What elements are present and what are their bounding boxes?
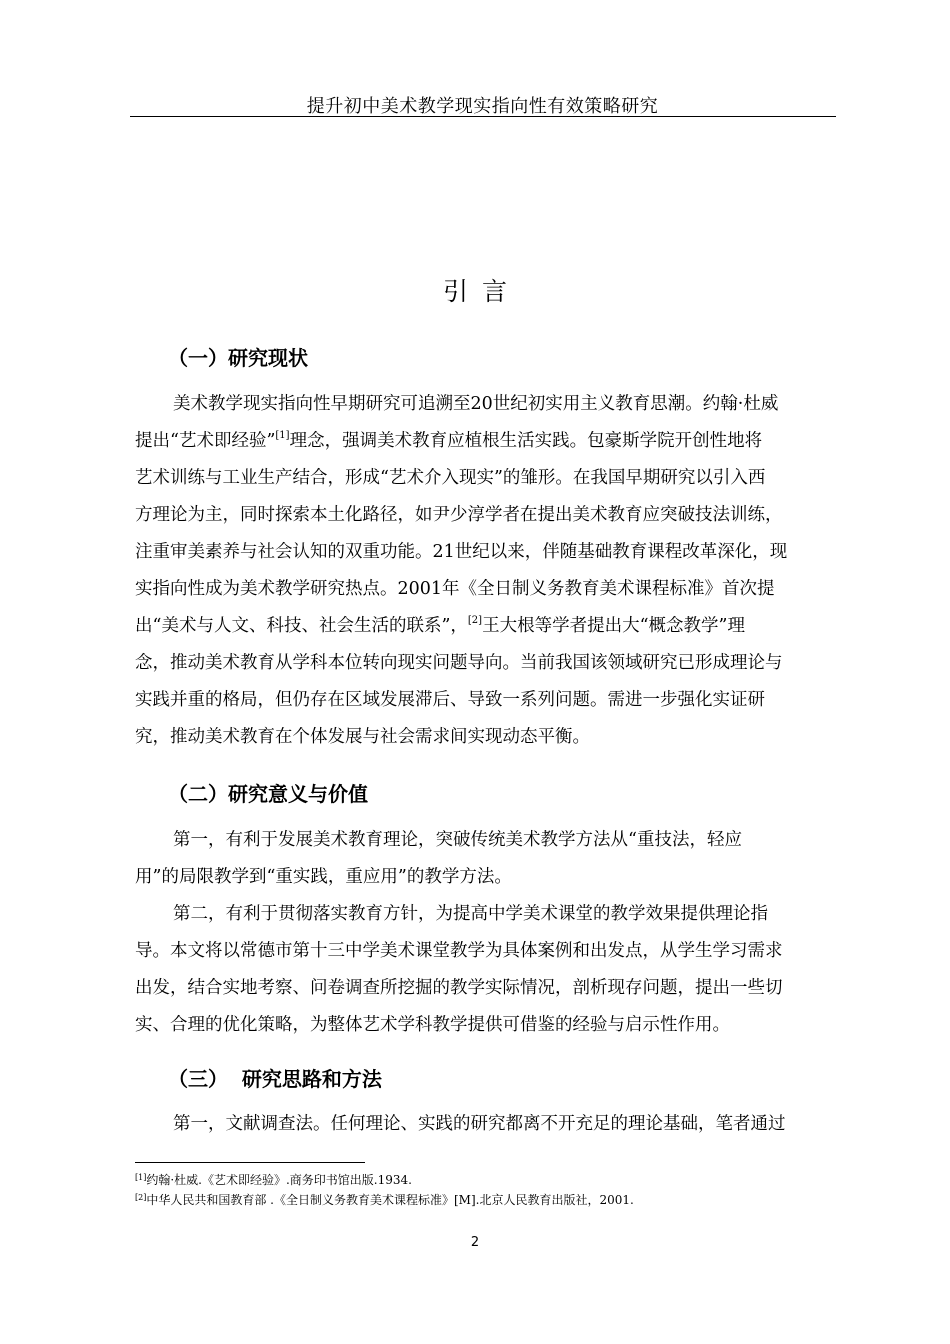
paragraph-line: 究，推动美术教育在个体发展与社会需求间实现动态平衡。 <box>135 727 590 747</box>
footnote-mark: [1] <box>135 1173 147 1182</box>
paragraph-line: 实践并重的格局，但仍存在区域发展滞后、导致一系列问题。需进一步强化实证研 <box>135 690 765 710</box>
section-body-research-status <box>135 386 855 756</box>
paragraph-text: 理念，强调美术教育应植根生活实践。包豪斯学院开创性地将 <box>289 431 763 451</box>
paragraph-text: 王大根等学者提出大“概念教学”理 <box>482 616 745 636</box>
footnote-1 <box>135 1170 855 1190</box>
running-header: 提升初中美术教学现实指向性有效策略研究 <box>306 96 659 117</box>
paragraph-line: 美术教学现实指向性早期研究可追溯至20世纪初实用主义教育思潮。约翰·杜威 <box>173 394 779 414</box>
paragraph-line: 念，推动美术教育从学科本位转向现实问题导向。当前我国该领域研究已形成理论与 <box>135 653 783 673</box>
paragraph-line: 用”的局限教学到“重实践，重应用”的教学方法。 <box>135 867 512 887</box>
paragraph-line <box>135 423 855 460</box>
section-body-significance <box>135 822 855 1044</box>
header-rule <box>130 116 836 117</box>
footnote-text: 中华人民共和国教育部 .《全日制义务教育美术课程标准》[M].北京人民教育出版社，2001. <box>146 1193 634 1207</box>
paragraph-text: 出“美术与人文、科技、社会生活的联系”， <box>135 616 468 636</box>
footnote-text: 约翰·杜威.《艺术即经验》.商务印书馆出版.1934. <box>146 1173 412 1187</box>
paragraph-line: 导。本文将以常德市第十三中学美术课堂教学为具体案例和出发点，从学生学习需求 <box>135 941 783 961</box>
paragraph-line: 艺术训练与工业生产结合，形成“艺术介入现实”的雏形。在我国早期研究以引入西 <box>135 468 766 488</box>
paragraph-text: 提出“艺术即经验” <box>135 431 276 451</box>
footnote-2 <box>135 1190 855 1210</box>
footnotes <box>135 1170 855 1210</box>
footnote-ref-2[interactable]: [2] <box>467 615 483 626</box>
section-heading-methods: （三） 研究思路和方法 <box>168 1067 382 1091</box>
paragraph-line: 实指向性成为美术教学研究热点。2001年《全日制义务教育美术课程标准》首次提 <box>135 579 775 599</box>
footnote-rule <box>135 1162 365 1163</box>
footnote-ref-1[interactable]: [1] <box>275 430 290 441</box>
paragraph-line: 方理论为主，同时探索本土化路径，如尹少淳学者在提出美术教育应突破技法训练， <box>135 505 783 525</box>
page-number: 2 <box>470 1235 480 1250</box>
footnote-mark: [2] <box>135 1193 147 1202</box>
paragraph-line: 第二，有利于贯彻落实教育方针，为提高中学美术课堂的教学效果提供理论指 <box>173 904 768 924</box>
section-heading-research-status: （一）研究现状 <box>168 346 308 370</box>
paragraph-line: 出发，结合实地考察、问卷调查所挖掘的教学实际情况，剖析现存问题，提出一些切 <box>135 978 783 998</box>
paragraph-line: 实、合理的优化策略，为整体艺术学科教学提供可借鉴的经验与启示性作用。 <box>135 1015 730 1035</box>
section-body-methods <box>135 1106 855 1143</box>
section-heading-significance: （二）研究意义与价值 <box>168 782 368 806</box>
paragraph-line: 第一，文献调查法。任何理论、实践的研究都离不开充足的理论基础，笔者通过 <box>173 1114 786 1134</box>
paragraph-line <box>135 608 855 645</box>
paragraph-line: 注重审美素养与社会认知的双重功能。21世纪以来，伴随基础教育课程改革深化，现 <box>135 542 788 562</box>
chapter-title: 引言 <box>442 277 521 306</box>
paragraph-line: 第一，有利于发展美术教育理论，突破传统美术教学方法从“重技法，轻应 <box>173 830 742 850</box>
